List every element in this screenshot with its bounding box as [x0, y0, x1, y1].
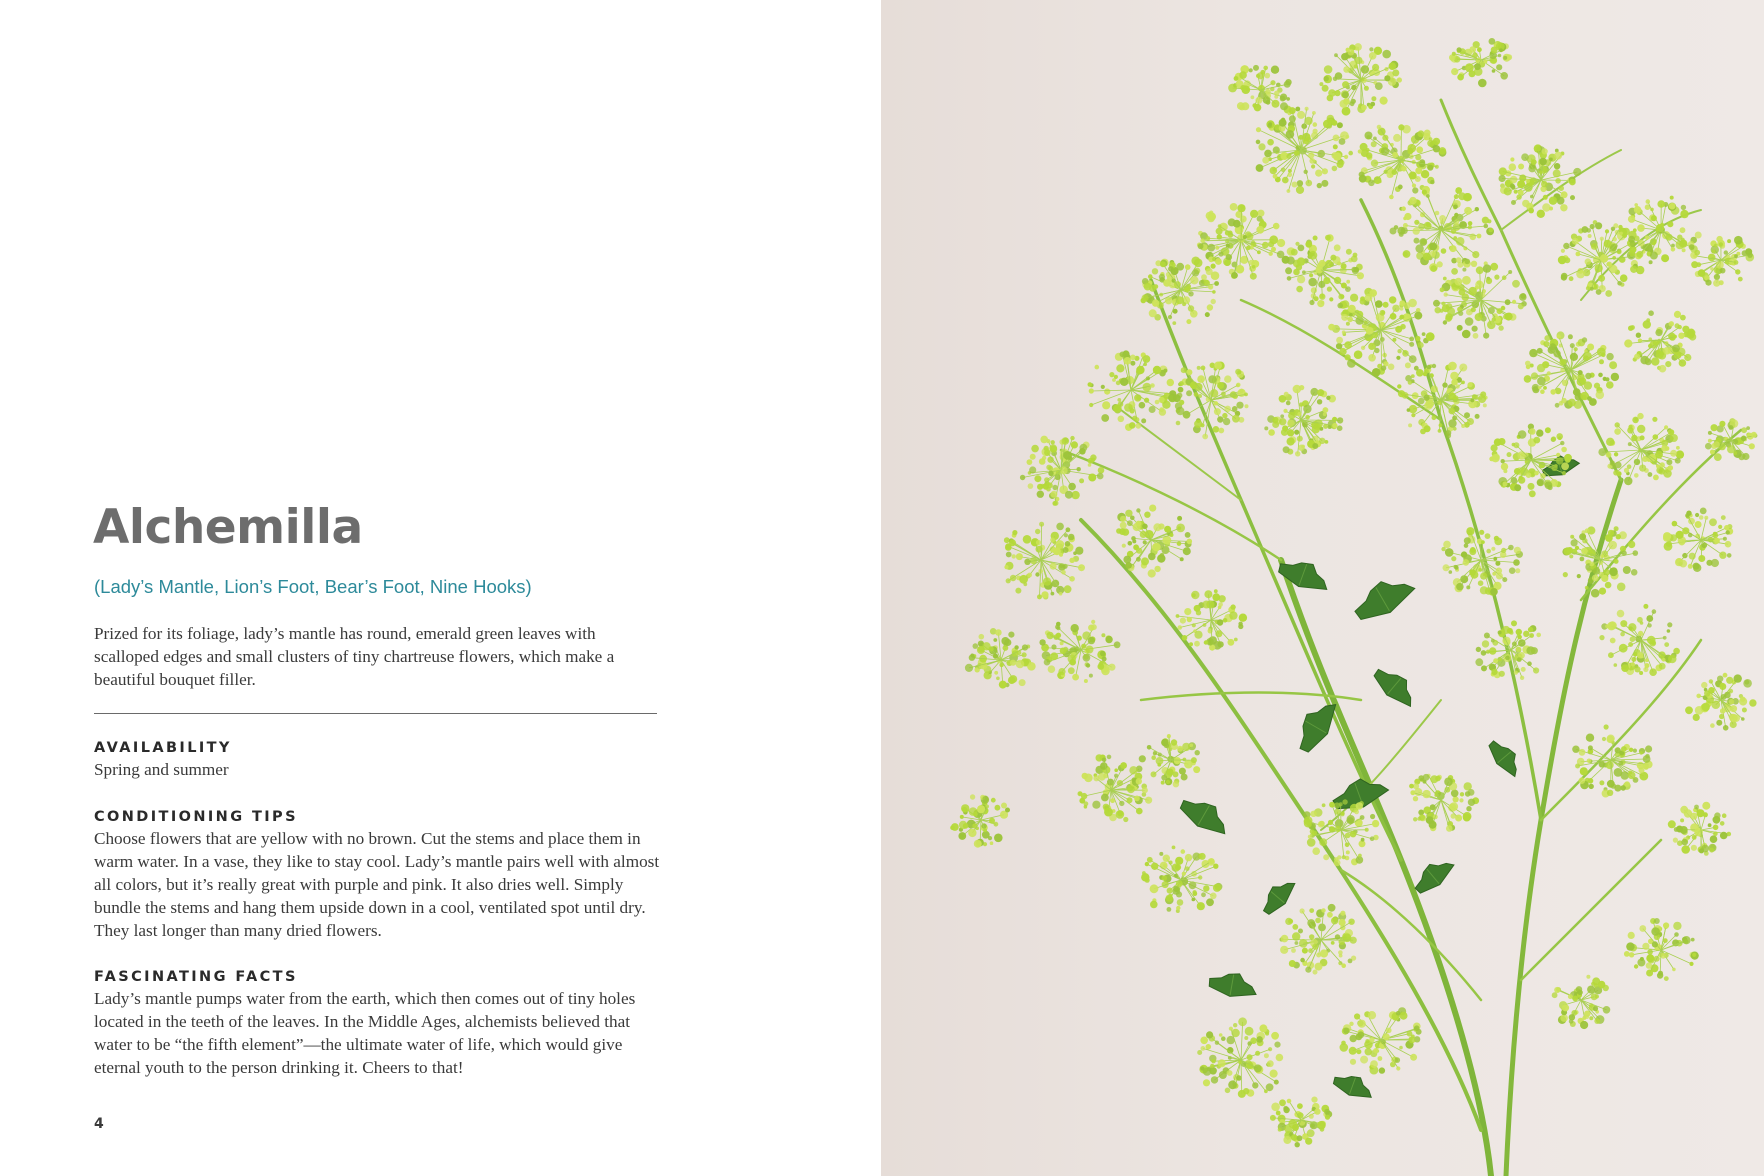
flower-cluster [1020, 436, 1104, 506]
flower-cluster [1279, 904, 1356, 975]
flower-cluster [1441, 527, 1523, 596]
flower-cluster [1598, 413, 1684, 485]
flower-cluster [1004, 522, 1085, 600]
leaf [1207, 969, 1259, 1001]
flower-cluster [1663, 508, 1733, 573]
leaf [1349, 569, 1419, 628]
flower-cluster [1256, 106, 1353, 194]
section-divider [94, 713, 657, 714]
leaf [1369, 662, 1421, 711]
flower-title: Alchemilla [93, 500, 363, 555]
flower-cluster [1599, 604, 1679, 676]
flower-cluster [1449, 38, 1512, 87]
flower-cluster [950, 794, 1010, 847]
flower-cluster [1141, 257, 1220, 326]
flower-cluster [1558, 220, 1645, 297]
flower-cluster [1562, 526, 1638, 597]
left-page [0, 0, 881, 1176]
flower-cluster [1690, 236, 1754, 287]
availability-text: Spring and summer [94, 760, 229, 779]
flower-cluster [1228, 65, 1292, 111]
right-page-photo [881, 0, 1764, 1176]
page-number: 4 [94, 1116, 104, 1132]
flower-cluster [1141, 846, 1222, 914]
flower-cluster [1552, 975, 1611, 1029]
stem [1506, 480, 1621, 1176]
flower-cluster [1409, 774, 1479, 832]
availability-section [94, 738, 666, 781]
leaf [1257, 874, 1299, 918]
flower-cluster [965, 628, 1036, 689]
common-names-subtitle: (Lady’s Mantle, Lion’s Foot, Bear’s Foot, Nine Hooks) [94, 576, 532, 597]
flower-cluster [1039, 620, 1120, 683]
fascinating-facts-text: Lady’s mantle pumps water from the earth, which then comes out of tiny holes located in the teeth of the leaves. In the Middle Ages, alchemists believed that water to be “the fifth element”—the ultimate water of life, which would give eternal youth to the person drinking it. Cheers to that! [94, 989, 636, 1077]
flower-cluster [1168, 362, 1248, 440]
leaf [1331, 1070, 1376, 1103]
flower-cluster [1139, 734, 1201, 787]
stem [1281, 560, 1491, 1176]
leaf [1484, 736, 1526, 780]
intro-paragraph: Prized for its foliage, lady’s mantle has round, emerald green leaves with scalloped edges and small clusters of tiny chartreuse flowers, which make a beautiful bouquet filler. [94, 624, 615, 689]
flower-cluster [1433, 261, 1527, 339]
leaf [1176, 791, 1234, 839]
flower-cluster [1572, 724, 1652, 797]
availability-heading: AVAILABILITY [94, 740, 232, 756]
stem [1361, 200, 1541, 820]
flower-cluster [1624, 918, 1699, 981]
flower-clusters [950, 38, 1757, 1147]
flower-cluster [1303, 799, 1379, 866]
flower-cluster [1475, 620, 1541, 680]
fascinating-facts-heading: FASCINATING FACTS [94, 969, 298, 985]
flower-cluster [1390, 186, 1495, 272]
flower-cluster [1489, 424, 1572, 498]
flower-cluster [1685, 673, 1757, 731]
flower-cluster [1197, 1017, 1283, 1098]
flower-cluster [1328, 288, 1434, 377]
flower-cluster [1270, 1097, 1332, 1148]
alchemilla-flower-photo [881, 0, 1764, 1176]
stem [1061, 450, 1281, 560]
fascinating-facts-section [94, 967, 666, 1079]
flower-cluster [1524, 331, 1619, 409]
flower-cluster [1319, 43, 1402, 116]
flower-cluster [1624, 310, 1696, 372]
flower-cluster [1116, 505, 1192, 578]
leaf [1409, 853, 1457, 899]
stem [1081, 520, 1481, 1130]
conditioning-tips-text: Choose flowers that are yellow with no brown. Cut the stems and place them in warm water. In a vase, they like to stay cool. Lady’s mantle pairs well with almost all colors, but it’s really great with purple and pink. It also dries well. Simply bundle the stems and hang them upside down in a cool, ventilated spot until dry. They last longer than many dried flowers. [94, 829, 660, 940]
flower-cluster [1340, 1007, 1422, 1074]
conditioning-tips-heading: CONDITIONING TIPS [94, 809, 298, 825]
conditioning-tips-section [94, 807, 666, 942]
flower-cluster [1668, 802, 1731, 856]
stem [1541, 640, 1701, 820]
flower-cluster [1623, 196, 1702, 265]
flower-cluster [1358, 124, 1447, 199]
flower-cluster [1264, 385, 1343, 457]
flower-cluster [1078, 754, 1153, 822]
flower-cluster [1499, 144, 1582, 218]
